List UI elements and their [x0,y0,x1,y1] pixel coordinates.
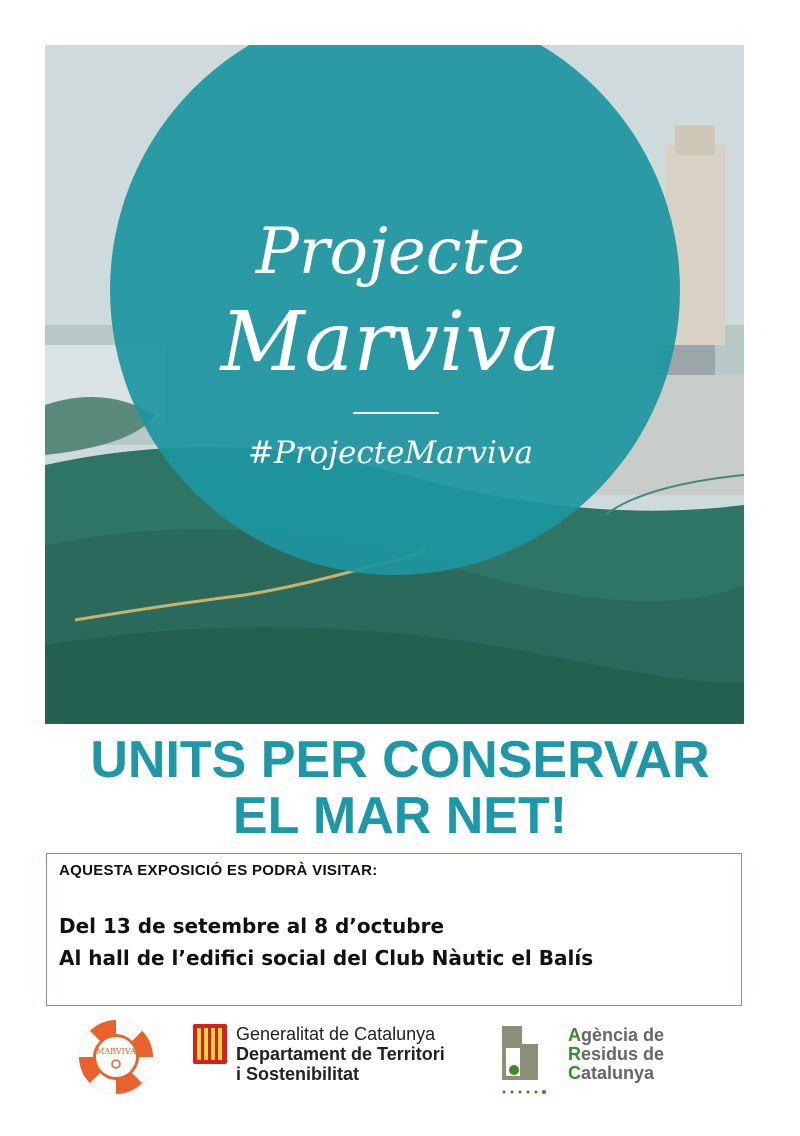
marviva-lifebuoy-logo [76,1017,156,1097]
info-place: Al hall de l’edifici social del Club Nàutic el Balís [59,946,594,970]
arc-line-2: Residus de [568,1044,665,1064]
arc-text [568,1026,664,1083]
title-divider [353,412,439,414]
headline-line-1: UNITS PER CONSERVAR [90,731,710,789]
marviva-logo-text: MARVIVA [96,1047,136,1056]
gencat-name: Generalitat de Catalunya [236,1024,436,1044]
hashtag: #ProjecteMarviva [248,435,533,471]
gencat-department-2: i Sostenibilitat [236,1064,360,1084]
title-marviva: Marviva [220,295,561,390]
arc-line-1: Agència de [568,1025,665,1045]
hero-photo [45,45,744,724]
headline-line-2: EL MAR NET! [232,787,568,845]
info-box [46,853,742,1006]
footer-logos [0,1012,800,1122]
info-label: AQUESTA EXPOSICIÓ ES PODRÀ VISITAR: [59,862,378,879]
gencat-emblem [193,1024,227,1064]
info-dates: Del 13 de setembre al 8 d’octubre [59,914,445,938]
title-projecte: Projecte [255,215,526,289]
arc-logo [500,1020,564,1100]
gencat-department: Departament de Territori [236,1044,445,1064]
gencat-text [236,1024,445,1084]
arc-line-3: Catalunya [568,1063,655,1083]
